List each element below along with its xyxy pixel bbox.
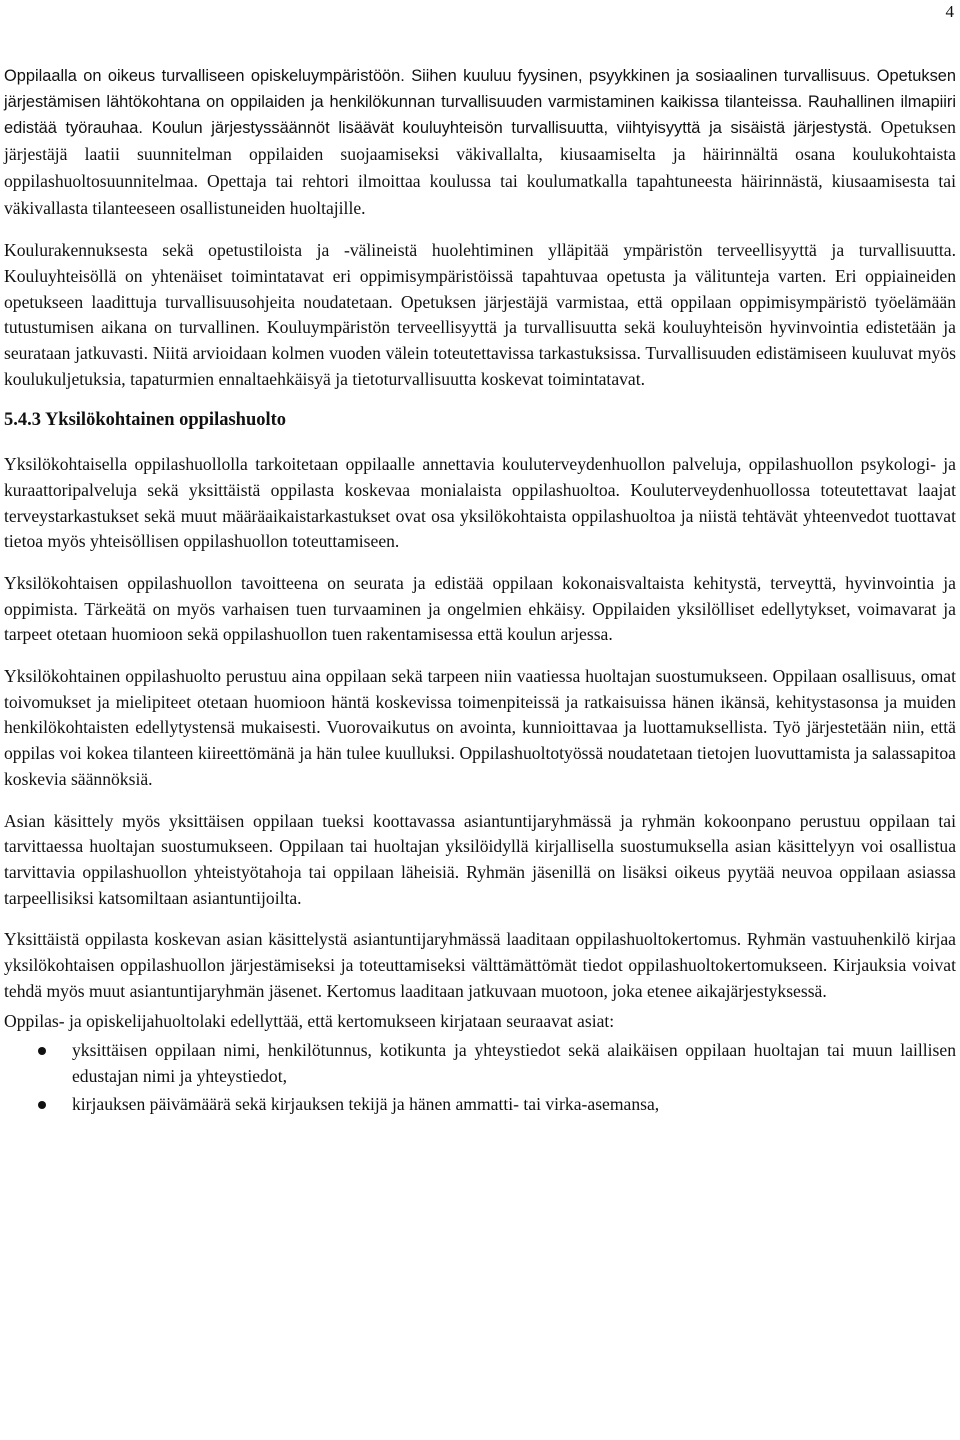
list-item	[4, 1092, 956, 1118]
paragraph-law-requirements: Oppilas- ja opiskelijahuoltolaki edellyttää, että kertomukseen kirjataan seuraavat asiat:	[4, 1010, 615, 1031]
list-item-text: yksittäisen oppilaan nimi, henkilötunnus, kotikunta ja yhteystiedot sekä alaikäisen oppilaan huoltajan tai muun laillisen edustajan nimi ja yhteystiedot,	[72, 1040, 956, 1086]
paragraph-consent: Yksilökohtainen oppilashuolto perustuu aina oppilaan sekä tarpeen niin vaatiessa huoltajan suostumukseen. Oppilaan osallisuus, omat toivomukset ja mielipiteet otetaan huomioon häntä koskevissa toimenpiteissä ja ratkaisuissa hänen ikänsä, kehitystasonsa ja muiden henkilökohtaisten edellytystensä mukaisesti. Vuorovaikutus on avointa, kunnioittavaa ja luottamuksellista. Työ järjestetään niin, että oppilas voi kokea tilanteen kiireettömänä ja hän tulee kuulluksi. Oppilashuoltotyössä noudatetaan tietojen luovuttamista ja salassapitoa koskevia säännöksiä.	[4, 666, 956, 789]
paragraph-environment-safety: Koulurakennuksesta sekä opetustiloista ja -välineistä huolehtiminen ylläpitää ympäristön terveellisyyttä ja turvallisuutta. Kouluyhteisöllä on yhtenäiset toimintatavat eri oppimisympäristöissä tapahtuvaa opetusta ja välitunteja varten. Eri oppiaineiden opetukseen laadittuja turvallisuusohjeita noudatetaan. Opetuksen järjestäjä varmistaa, että oppilaan oppimisympäristö työelämään tutustumisen aikana on turvallinen. Kouluympäristön terveellisyyttä ja turvallisuutta sekä kouluyhteisön hyvinvointia edistetään ja seurataan jatkuvasti. Niitä arvioidaan kolmen vuoden välein toteutettavissa tarkastuksissa. Turvallisuuden edistämiseen kuuluvat myös koulukuljetuksia, tapaturmien ennaltaehkäisyä ja tietoturvallisuutta koskevat toimintatavat.	[4, 240, 956, 389]
list-item	[4, 1038, 956, 1089]
document-body	[4, 64, 956, 1119]
requirements-list	[4, 1038, 956, 1117]
paragraph-school-safety-serif: Opetuksen järjestäjä laatii suunnitelman oppilaiden suojaamiseksi väkivallalta, kiusaamiselta ja häirinnältä osana koulukohtaista oppilashuoltosuunnitelmaa. Opettaja tai rehtori ilmoittaa koulussa tai koulumatkalla tapahtuneesta häirinnästä, kiusaamisesta tai väkivallasta tilanteeseen osallistuneiden huoltajille.	[4, 117, 956, 218]
page-number: 4	[945, 2, 954, 21]
paragraph-expert-group: Asian käsittely myös yksittäisen oppilaan tueksi koottavassa asiantuntijaryhmässä ja ryhmän kokoonpano perustuu oppilaan tai tarvittaessa huoltajan suostumukseen. Oppilaan tai huoltajan yksilöidyllä kirjallisella suostumuksella asian käsittelyyn voi osallistua tarvittavia oppilashuollon yhteistyötahoja tai oppilaan läheisiä. Ryhmän jäsenillä on lisäksi oikeus pyytää neuvoa oppilaan asiassa tarpeellisiksi katsomiltaan asiantuntijoilta.	[4, 810, 956, 908]
paragraph-individual-care-definition: Yksilökohtaisella oppilashuollolla tarkoitetaan oppilaalle annettavia kouluterveydenhuollon palveluja, oppilashuollon psykologi- ja kuraattoripalveluja sekä yksittäistä oppilasta koskevaa monialaista oppilashuoltoa. Kouluterveydenhuollossa toteutettavat laajat terveystarkastukset sekä muut määräaikaistarkastukset ovat osa yksilökohtaista oppilashuoltoa ja niistä tehtävät yhteenvedot tuottavat tietoa myös yhteisöllisen oppilashuollon toteuttamiseen.	[4, 454, 956, 552]
bullet-icon	[38, 1101, 46, 1109]
paragraph-record: Yksittäistä oppilasta koskevan asian käsittelystä asiantuntijaryhmässä laaditaan oppilashuoltokertomus. Ryhmän vastuuhenkilö kirjaa yksilökohtaisen oppilashuollon järjestämiseksi ja toteuttamiseksi välttämättömät tiedot oppilashuoltokertomukseen. Kirjauksia voivat tehdä myös muut asiantuntijaryhmän jäsenet. Kertomus laaditaan jatkuvaan muotoon, joka etenee aikajärjestyksessä.	[4, 929, 956, 1001]
paragraph-school-safety-sans: Oppilaalla on oikeus turvalliseen opiskeluympäristöön. Siihen kuuluu fyysinen, psyykkinen ja sosiaalinen turvallisuus. Opetuksen järjestämisen lähtökohtana on oppilaiden ja henkilökunnan turvallisuuden varmistaminen kaikissa tilanteissa. Rauhallinen ilmapiiri edistää työrauhaa. Koulun järjestyssäännöt lisäävät kouluyhteisön turvallisuutta, viihtyisyyttä ja sisäistä järjestystä.	[4, 67, 956, 138]
section-heading: 5.4.3 Yksilökohtainen oppilashuolto	[4, 410, 287, 431]
bullet-icon	[38, 1047, 46, 1055]
paragraph-school-safety	[4, 64, 956, 222]
paragraph-individual-care-goal: Yksilökohtaisen oppilashuollon tavoitteena on seurata ja edistää oppilaan kokonaisvaltaista kehitystä, terveyttä, hyvinvointia ja oppimista. Tärkeätä on myös varhaisen tuen turvaaminen ja ongelmien ehkäisy. Oppilaiden yksilölliset edellytykset, voimavarat ja tarpeet otetaan huomioon sekä oppilashuollon tuen rakentamisessa että koulun arjessa.	[4, 572, 956, 645]
list-item-text: kirjauksen päivämäärä sekä kirjauksen tekijä ja hänen ammatti- tai virka-asemansa,	[72, 1093, 660, 1114]
